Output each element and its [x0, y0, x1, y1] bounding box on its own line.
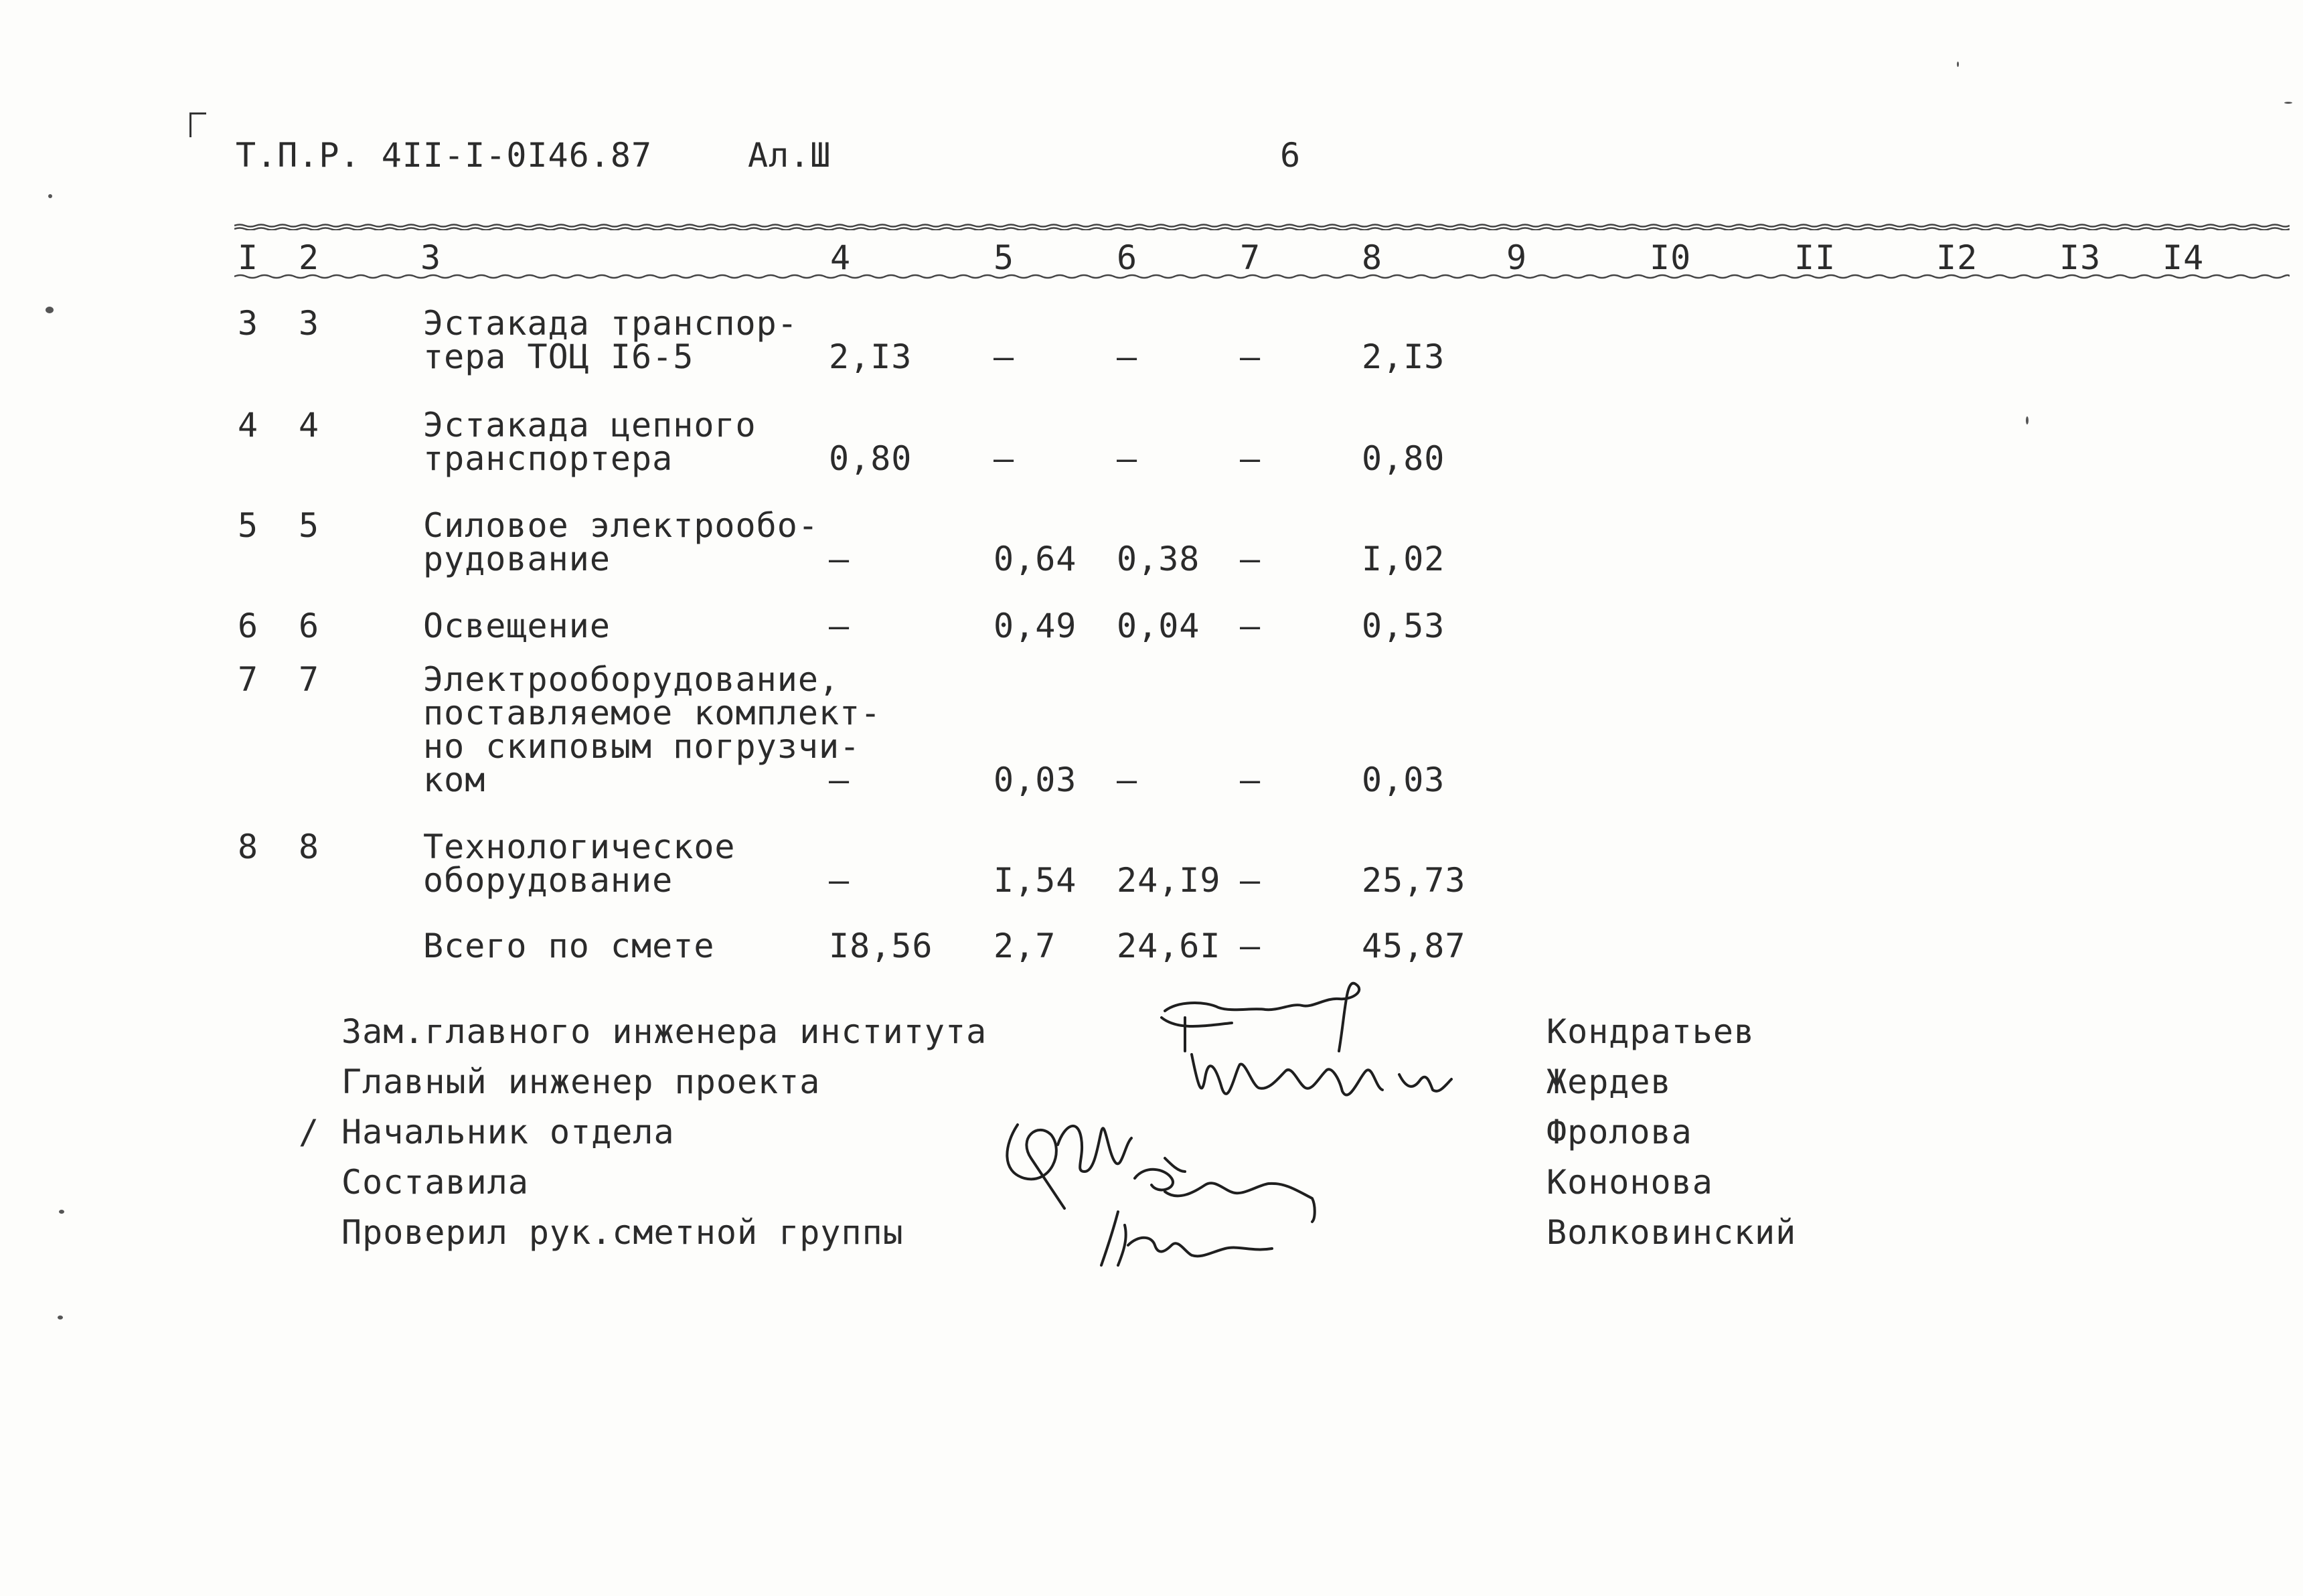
cell-c8: 25,73: [1362, 861, 1466, 900]
cell-c6: 0,38: [1117, 540, 1200, 578]
table-top-rule: [234, 224, 2290, 230]
scan-speck: [59, 1210, 64, 1214]
cell-c7: –: [1240, 761, 1261, 799]
cell-c8: 0,80: [1362, 439, 1445, 478]
cell-c7: –: [1240, 861, 1261, 900]
total-c8: 45,87: [1362, 927, 1466, 965]
cell-c6: 24,I9: [1117, 861, 1221, 900]
cell-c5: –: [994, 337, 1015, 376]
row-index: 3: [238, 304, 259, 343]
column-number: 8: [1362, 238, 1383, 277]
scan-speck: [58, 1315, 63, 1320]
scan-speck: [1957, 62, 1959, 67]
column-number: 2: [299, 238, 320, 277]
slash-mark: /: [299, 1113, 320, 1151]
cell-c5: 0,64: [994, 540, 1077, 578]
total-c7: –: [1240, 927, 1261, 965]
column-number: I: [238, 238, 259, 277]
column-number: 3: [420, 238, 442, 277]
row-index: 7: [238, 660, 259, 699]
signature-role: Составила: [341, 1163, 529, 1202]
cell-c4: 2,I3: [829, 337, 912, 376]
row-index: 5: [238, 506, 259, 545]
row-name-line: но скиповым погрузчи-: [423, 727, 861, 766]
signature-name: Жердев: [1546, 1062, 1672, 1101]
cell-c4: 0,80: [829, 439, 912, 478]
document-code: Т.П.Р. 4II-I-0I46.87: [236, 136, 653, 175]
row-name-line: рудование: [423, 540, 611, 578]
column-number: I3: [2059, 238, 2101, 277]
row-name-line: ком: [423, 761, 486, 799]
cell-c5: I,54: [994, 861, 1077, 900]
cell-c7: –: [1240, 337, 1261, 376]
column-number: I0: [1650, 238, 1692, 277]
column-number: I2: [1936, 238, 1978, 277]
table-header-rule: [234, 273, 2290, 280]
row-name-line: поставляемое комплект-: [423, 694, 882, 732]
signature-name: Волковинский: [1546, 1213, 1797, 1252]
cell-c6: 0,04: [1117, 607, 1200, 645]
column-number: 6: [1117, 238, 1138, 277]
cell-c4: –: [829, 540, 850, 578]
cell-c8: 0,53: [1362, 607, 1445, 645]
total-c5: 2,7: [994, 927, 1056, 965]
signature-name: Кононова: [1546, 1163, 1713, 1202]
signature-role: Главный инженер проекта: [341, 1062, 821, 1101]
row-position: 6: [299, 607, 320, 645]
cell-c5: 0,49: [994, 607, 1077, 645]
total-c4: I8,56: [829, 927, 933, 965]
column-number: 5: [994, 238, 1015, 277]
row-name-line: Эстакада цепного: [423, 406, 757, 445]
corner-mark: [189, 112, 206, 137]
scan-speck: [2284, 102, 2292, 104]
row-index: 8: [238, 827, 259, 866]
row-position: 7: [299, 660, 320, 699]
cell-c4: –: [829, 861, 850, 900]
row-name-line: Технологическое: [423, 827, 736, 866]
cell-c6: –: [1117, 761, 1138, 799]
row-position: 8: [299, 827, 320, 866]
column-number: 4: [830, 238, 852, 277]
cell-c7: –: [1240, 607, 1261, 645]
scan-speck: [48, 194, 52, 198]
row-index: 6: [238, 607, 259, 645]
row-name-line: Электрооборудование,: [423, 660, 840, 699]
row-name-line: оборудование: [423, 861, 673, 900]
row-name-line: Освещение: [423, 607, 611, 645]
row-position: 3: [299, 304, 320, 343]
row-name-line: Эстакада транспор-: [423, 304, 798, 343]
cell-c5: 0,03: [994, 761, 1077, 799]
row-index: 4: [238, 406, 259, 445]
page-number: 6: [1280, 136, 1301, 175]
signature-role: Начальник отдела: [341, 1113, 675, 1151]
cell-c5: –: [994, 439, 1015, 478]
signature-name: Кондратьев: [1546, 1012, 1755, 1051]
cell-c6: –: [1117, 439, 1138, 478]
row-position: 5: [299, 506, 320, 545]
cell-c4: –: [829, 761, 850, 799]
cell-c8: 0,03: [1362, 761, 1445, 799]
signature-role: Проверил рук.сметной группы: [341, 1213, 904, 1252]
cell-c7: –: [1240, 540, 1261, 578]
total-c6: 24,6I: [1117, 927, 1221, 965]
handwritten-signatures: [964, 971, 1513, 1299]
total-label: Всего по смете: [423, 927, 715, 965]
cell-c7: –: [1240, 439, 1261, 478]
scan-speck: [46, 307, 54, 313]
row-name-line: транспортера: [423, 439, 673, 478]
cell-c4: –: [829, 607, 850, 645]
cell-c8: 2,I3: [1362, 337, 1445, 376]
signature-role: Зам.главного инженера института: [341, 1012, 987, 1051]
signature-name: Фролова: [1546, 1113, 1692, 1151]
scan-speck: [2026, 416, 2029, 424]
column-number: 7: [1240, 238, 1261, 277]
column-number: 9: [1506, 238, 1528, 277]
column-number: II: [1794, 238, 1836, 277]
row-position: 4: [299, 406, 320, 445]
album-number: Ал.Ш: [748, 136, 831, 175]
row-name-line: тера ТОЦ I6-5: [423, 337, 694, 376]
column-number: I4: [2162, 238, 2205, 277]
row-name-line: Силовое электрообо-: [423, 506, 819, 545]
cell-c6: –: [1117, 337, 1138, 376]
cell-c8: I,02: [1362, 540, 1445, 578]
